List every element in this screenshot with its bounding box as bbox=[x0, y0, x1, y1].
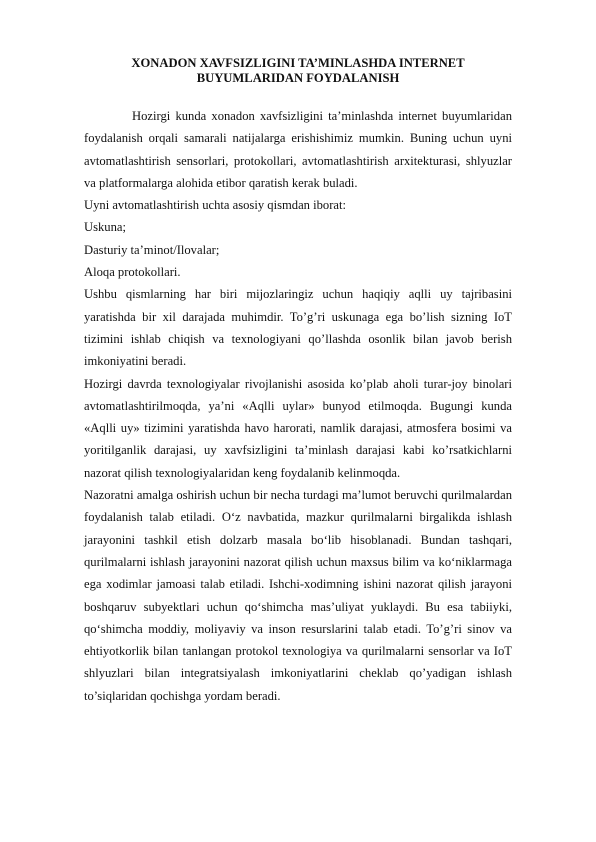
paragraph-parts-importance: Ushbu qismlarning har biri mijozlaringiz uchun haqiqiy aqlli uy tajribasini yaratishda bir xil darajada muhimdir. To’g’ri uskunaga ega bo’lish sizning IoT tizimini ishlab chiqish va texnologiyani qo’llashda osonlik bilan javob berish imkoniyatini beradi. bbox=[84, 287, 512, 369]
document-title bbox=[84, 56, 512, 86]
title-line-2: BUYUMLARIDAN FOYDALANISH bbox=[196, 71, 400, 85]
list-item-hardware: Uskuna; bbox=[84, 220, 126, 235]
title-line-1: XONADON XAVFSIZLIGINI TA’MINLASHDA INTERNET bbox=[131, 56, 465, 70]
paragraph-control: Nazoratni amalga oshirish uchun bir necha turdagi ma’lumot beruvchi qurilmalardan foydalanish talab etiladi. O‘z navbatida, mazkur qurilmalarni birgalikda ishlash jarayonini tashkil etish dolzarb masala bo‘lib hisoblanadi. Bundan tashqari, qurilmalarni ishlash jarayonini nazorat qilish uchun maxsus bilim va ko‘niklarmaga ega xodimlar jamoasi talab etiladi. Ishchi-xodimning ishini nazorat qilish jarayoni boshqaruv subyektlari uchun qo‘shimcha mas’uliyat yuklaydi. Bu esa tabiiyki, qo‘shimcha moddiy, moliyaviy va inson resurslarini talab etadi. To’g’ri sinov va ehtiyotkorlik bilan tanlangan protokol texnologiya va qurilmalarni sensorlar va IoT shlyuzlari bilan integratsiyalash imkoniyatlarini cheklab qo’yadigan ishlash to’siqlaridan qochishga yordam beradi. bbox=[84, 488, 512, 703]
list-item-protocols: Aloqa protokollari. bbox=[84, 265, 181, 280]
paragraph-parts-heading: Uyni avtomatlashtirish uchta asosiy qismdan iborat: bbox=[84, 198, 346, 213]
paragraph-smart-home: Hozirgi davrda texnologiyalar rivojlanishi asosida ko’plab aholi turar-joy binolari avtomatlashtirilmoqda, ya’ni «Aqlli uylar» bunyod etilmoqda. Bugungi kunda «Aqlli uy» tizimini yaratishda havo harorati, namlik darajasi, atmosfera bosimi va yoritilganlik darajasi, uy xavfsizligini ta’minlash darajasi kabi ko’rsatkichlarni nazorat qilish texnologiyalaridan keng foydalanib kelinmoqda. bbox=[84, 376, 512, 480]
list-item-software: Dasturiy ta’minot/Ilovalar; bbox=[84, 242, 220, 257]
paragraph-intro: Hozirgi kunda xonadon xavfsizligini ta’minlashda internet buyumlaridan foydalanish orqali samarali natijalarga erishishimiz mumkin. Buning uchun uyni avtomatlashtirish sensorlari, protokollari, avtomatlashtirish arxitekturasi, shlyuzlar va platformalarga alohida etibor qaratish kerak buladi. bbox=[84, 109, 512, 190]
document-page bbox=[84, 56, 512, 707]
